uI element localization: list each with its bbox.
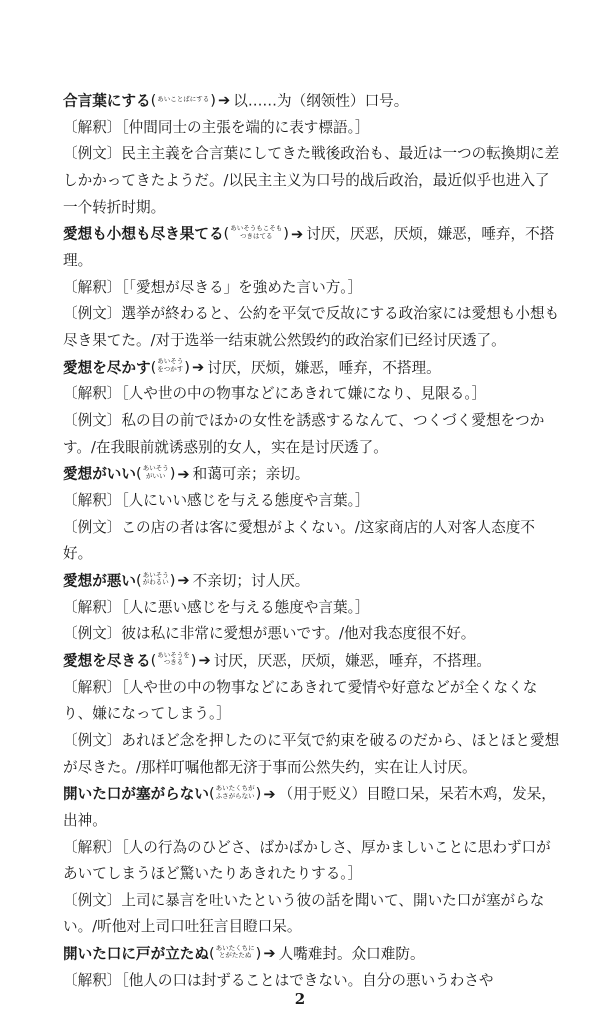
arrow-icon: ➔ (290, 225, 304, 243)
explanation-line (63, 115, 561, 142)
reading-annotation (151, 355, 190, 382)
example-label: 〔例文〕 (63, 518, 122, 536)
reading-paren-open: ( (135, 571, 142, 589)
meaning-text: 讨厌，厌恶，厌烦，嫌恶，唾弃，不搭理。 (213, 652, 492, 670)
example-text: 上司に暴言を吐いたという彼の話を聞いて、開いた口が塞がらない。/听他对上司口吐狂言目瞪口呆。 (63, 891, 545, 936)
example-line (63, 888, 561, 941)
page-number: 2 (294, 990, 306, 1008)
explanation-line (63, 835, 561, 888)
headword: 愛想を尽きる (63, 652, 151, 670)
meaning-text: （用于贬义）目瞪口呆，呆若木鸡，发呆，出神。 (63, 785, 556, 830)
reading-annotation (209, 941, 261, 968)
headword: 愛想も小想も尽き果てる (63, 225, 224, 243)
reading-line: つきる (163, 658, 184, 667)
dictionary-entry (63, 568, 561, 648)
example-label: 〔例文〕 (63, 891, 122, 909)
reading-paren-close: ) (184, 358, 190, 376)
arrow-icon: ➔ (177, 465, 190, 483)
reading-annotation (151, 88, 216, 115)
example-line (63, 408, 561, 461)
example-line (63, 728, 561, 781)
reading-lines (230, 225, 282, 240)
entry-heading (63, 221, 561, 274)
explanation-line (63, 595, 561, 622)
example-text: この店の者は客に愛想がよくない。/这家商店的人对客人态度不好。 (63, 518, 535, 563)
dictionary-entry (63, 461, 561, 568)
arrow-icon: ➔ (198, 652, 211, 670)
arrow-icon: ➔ (263, 945, 276, 963)
reading-paren-close: ) (283, 225, 289, 243)
reading-paren-close: ) (255, 785, 262, 803)
reading-lines (216, 785, 255, 800)
example-text: 選挙が終わると、公約を平気で反故にする政治家には愛想も小想も尽き果てた。/对于选举一结束就公然毁约的政治家们已经讨厌透了。 (63, 305, 560, 349)
reading-line: あいそう (157, 357, 184, 366)
reading-paren-open: ( (208, 945, 215, 963)
example-label: 〔例文〕 (63, 732, 122, 750)
arrow-icon: ➔ (263, 785, 276, 803)
explanation-label: 〔解釈〕 (63, 385, 122, 403)
example-text: 彼は私に非常に愛想が悪いです。/他对我态度很不好。 (121, 625, 476, 643)
reading-paren-close: ) (210, 92, 216, 109)
explanation-text: ［人や世の中の物事などにあきれて嫌になり、見限る。］ (121, 385, 487, 403)
example-line (63, 141, 561, 221)
reading-line: あいたくちに (215, 943, 255, 952)
reading-lines (143, 465, 169, 480)
reading-lines (157, 652, 190, 667)
example-line (63, 515, 561, 568)
meaning-text: 讨厌，厌烦，嫌恶，唾弃，不搭理。 (207, 358, 441, 376)
meaning-text: 人嘴难封。众口难防。 (278, 945, 425, 963)
headword: 愛想が悪い (63, 572, 136, 590)
explanation-label: 〔解釈〕 (63, 598, 122, 616)
explanation-line (63, 488, 561, 515)
explanation-label: 〔解釈〕 (63, 678, 122, 696)
reading-paren-open: ( (150, 358, 157, 376)
example-line (63, 621, 561, 648)
dictionary-entry (63, 355, 561, 462)
explanation-text: ［他人の口は封ずることはできない。自分の悪いうわさや (121, 971, 494, 989)
dictionary-entry (63, 648, 561, 781)
meaning-text: 和蔼可亲；亲切。 (192, 465, 310, 483)
example-text: 私の目の前でほかの女性を誘惑するなんて、つくづく愛想をつかす。/在我眼前就诱惑别的女人，实在是讨厌透了。 (63, 412, 545, 456)
reading-annotation (209, 781, 261, 808)
entry-heading (63, 648, 561, 675)
dictionary-page (63, 88, 561, 995)
reading-paren-close: ) (190, 651, 197, 669)
entry-heading (63, 355, 561, 382)
explanation-text: ［人や世の中の物事などにあきれて愛情や好意などが全くなくなり、嫌になってしまう。］ (63, 678, 538, 723)
reading-annotation (136, 461, 175, 488)
reading-lines (216, 945, 255, 960)
headword: 合言葉にする (63, 92, 151, 110)
headword: 愛想がいい (63, 465, 136, 483)
reading-line: あいそうもこそも (230, 224, 283, 233)
example-line (63, 301, 561, 354)
example-label: 〔例文〕 (63, 145, 122, 163)
meaning-text: 讨厌，厌恶，厌烦，嫌恶，唾弃，不搭理。 (63, 225, 555, 270)
meaning-text: 以……为（纲领性）口号。 (233, 92, 409, 110)
explanation-label: 〔解釈〕 (63, 492, 122, 510)
reading-line: をつかす (157, 364, 184, 373)
dictionary-entry (63, 781, 561, 941)
explanation-label: 〔解釈〕 (63, 838, 122, 856)
entry-heading (63, 568, 561, 595)
arrow-icon: ➔ (217, 92, 231, 110)
reading-lines (157, 96, 209, 104)
reading-paren-open: ( (150, 651, 157, 669)
reading-line: あいたくちが (215, 784, 255, 793)
headword: 開いた口が塞がらない (63, 785, 209, 803)
explanation-text: ［人にいい感じを与える態度や言葉。］ (121, 492, 370, 510)
example-text: 民主主義を合言葉にしてきた戦後政治も、最近は一つの転換期に差しかかってきたようだ。/以民主主义为口号的战后政治，最近似乎也进入了一个转折时期。 (63, 145, 560, 216)
explanation-label: 〔解釈〕 (63, 278, 122, 296)
reading-line: がいい (145, 471, 166, 480)
reading-line: あいそう (142, 570, 169, 579)
reading-line: あいことばにする (157, 94, 210, 103)
example-label: 〔例文〕 (63, 305, 122, 323)
explanation-text: ［人に悪い感じを与える態度や言葉。］ (121, 598, 370, 616)
entry-heading (63, 88, 561, 115)
headword: 愛想を尽かす (63, 358, 151, 376)
reading-annotation (136, 568, 175, 595)
entry-heading (63, 941, 561, 968)
reading-paren-open: ( (223, 225, 230, 243)
headword: 開いた口に戸が立たぬ (63, 945, 209, 963)
arrow-icon: ➔ (177, 572, 190, 590)
reading-paren-close: ) (169, 465, 176, 483)
explanation-text: ［「愛想が尽きる」を強めた言い方。］ (121, 278, 363, 296)
reading-lines (157, 358, 183, 373)
reading-line: がわるい (142, 578, 169, 587)
explanation-line (63, 675, 561, 728)
example-text: あれほど念を押したのに平気で約束を破るのだから、ほとほと愛想が尽きた。/那样叮嘱他都无济于事而公然失约，实在让人讨厌。 (63, 732, 560, 776)
reading-paren-open: ( (150, 92, 157, 109)
arrow-icon: ➔ (191, 358, 205, 376)
reading-line: あいそう (142, 464, 169, 472)
meaning-text: 不亲切；讨人厌。 (192, 572, 310, 590)
reading-line: ふさがらない (215, 791, 255, 800)
reading-line: あいそうを (157, 650, 190, 659)
example-label: 〔例文〕 (63, 625, 122, 643)
dictionary-entry (63, 941, 561, 994)
dictionary-entry (63, 88, 561, 221)
reading-paren-close: ) (169, 571, 176, 589)
explanation-text: ［仲間同士の主張を端的に表す標語。］ (121, 118, 370, 136)
reading-paren-open: ( (208, 785, 215, 803)
example-label: 〔例文〕 (63, 412, 122, 430)
explanation-label: 〔解釈〕 (63, 118, 122, 136)
reading-annotation (151, 648, 197, 675)
explanation-label: 〔解釈〕 (63, 971, 122, 989)
entry-heading (63, 781, 561, 834)
reading-paren-close: ) (255, 945, 262, 963)
reading-line: とがたたぬ (218, 951, 252, 960)
entry-heading (63, 461, 561, 488)
dictionary-entry (63, 221, 561, 354)
reading-annotation (224, 221, 289, 248)
explanation-text: ［人の行為のひどさ、ばかばかしさ、厚かましいことに思わず口があいてしまうほど驚いたりあきれたりする。］ (63, 838, 551, 883)
explanation-line (63, 275, 561, 302)
reading-line: つきはてる (240, 231, 273, 240)
reading-paren-open: ( (135, 465, 142, 483)
reading-lines (143, 572, 169, 587)
explanation-line (63, 381, 561, 408)
